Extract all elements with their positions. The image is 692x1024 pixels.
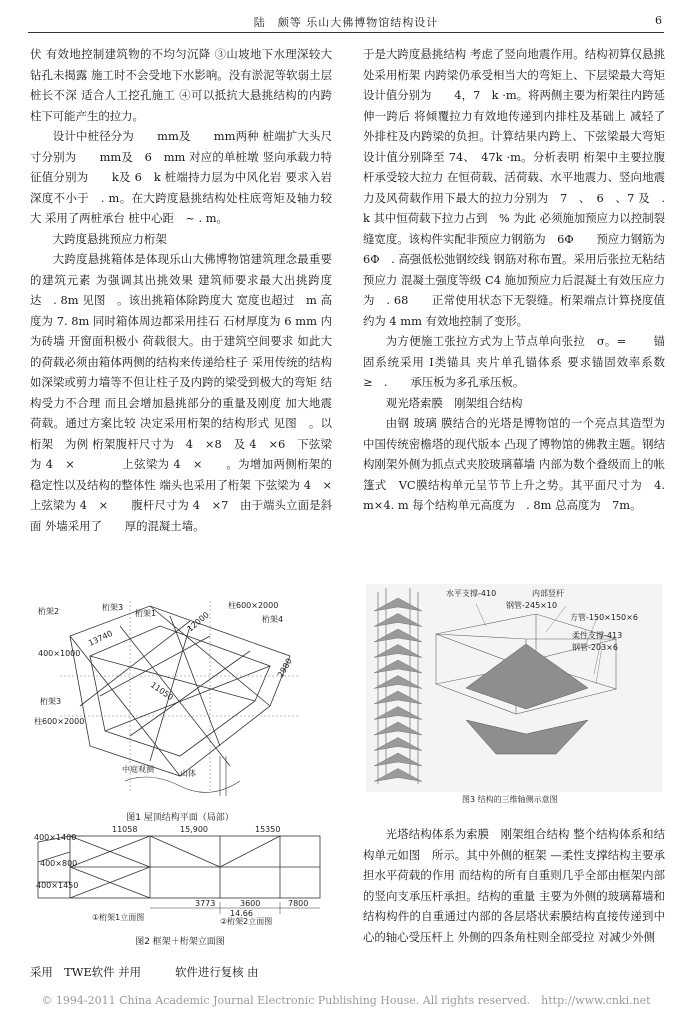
label: 桁架4 <box>262 615 284 624</box>
figure-3d-axonometric <box>366 584 662 806</box>
label: 400×800 <box>40 859 78 868</box>
label: 11050 <box>148 680 175 703</box>
label: 桁架3 <box>40 697 62 706</box>
running-title: 陆 颇等 乐山大佛博物馆结构设计 <box>253 16 439 29</box>
label: 中庭观测 <box>122 765 154 774</box>
paragraph: 为方便施工张拉方式为上节点单向张拉 σ。= 锚固系统采用 I类锚具 夹片单孔锚体系 要求锚固效率系数 ≥ . 承压板为多孔承压板。 <box>363 334 665 389</box>
page-header <box>28 10 664 33</box>
label: 11058 <box>112 825 138 834</box>
paragraph: 伏 有效地控制建筑物的不均匀沉降 ③山坡地下水理深较大 钻孔未揭露 施工时不会受地下水影响。没有淤泥等软弱土层 桩长不深 适合人工挖孔施工 ④可以抵抗大悬挑结构的内跨柱下可能产生的拉力。 <box>30 47 332 123</box>
label: ②桁架2立面图 <box>220 917 273 926</box>
label: 400×1400 <box>34 833 77 842</box>
label: 桁架1 <box>135 609 157 618</box>
paragraph: 设计中桩径分为 mm及 mm两种 桩端扩大头尺寸分别为 mm及 6 mm 对应的单桩墩 竖向承载力特征值分别为 k及 6 k 桩端持力层为中风化岩 要求入岩深度不小于 . m。在大跨度悬挑结构处柱底弯矩及轴力较大 采用了两桩承台 桩中心距 ~ . m。 <box>30 129 332 225</box>
label: 桁架3 <box>102 603 124 612</box>
figure-caption: 图2 框架＋桁架立面图 <box>135 937 225 947</box>
label: 14.66 <box>230 909 253 918</box>
label: 水平支撑-410 <box>446 589 497 598</box>
label: 山体 <box>180 769 196 778</box>
label: 桁架2 <box>38 607 60 616</box>
label: 方管-150×150×6 <box>570 613 638 622</box>
label: ①桁架1立面图 <box>92 913 145 922</box>
label: 400×1450 <box>36 881 79 890</box>
label: 内部竖杆 <box>532 589 564 598</box>
page-number: 6 <box>655 14 662 27</box>
label: 钢管-245×10 <box>506 601 558 610</box>
label: 柱600×2000 <box>228 601 279 610</box>
paragraph: 由钢 玻璃 膜结合的光塔是博物馆的一个亮点其造型为中国传统密檐塔的现代版本 凸现了博物馆的佛教主题。钢结构刚架外侧为抓点式夹胶玻璃幕墙 内部为数个叠级而上的帐篷式 VC膜结构单元呈节节上升之势。其平面尺寸为 4. m×4. m 每个结构单元高度为 . 8m 总高度为 7m。 <box>363 416 665 512</box>
figure-roof-plan <box>30 596 330 823</box>
section-heading: 大跨度悬挑预应力桁架 <box>52 231 167 246</box>
label: 400×1000 <box>38 649 81 658</box>
label: 柱600×2000 <box>34 717 85 726</box>
label: 钢管-203×6 <box>572 643 618 652</box>
paragraph: 大跨度悬挑箱体是体现乐山大佛博物馆建筑理念最重要的建筑元素 为强调其出挑效果 建筑师要求最大出挑跨度达 . 8m 见图 。该出挑箱体除跨度大 宽度也超过 m 高度为 7. 8m 同时箱体周边都采用挂石 石材厚度为 6 mm 内为砖墙 开窗面积极小 荷载很大。由于建筑空间要求 如此大的荷载必须由箱体两侧的结构来传递给柱子 采用传统的结构如深梁或剪力墙等不但让柱子及内跨的梁受到极大的弯矩 结构受力不合理 而且会增加悬挑部分的重量及刚度 加大地震荷载。通过方案比较 决定采用桁架的结构形式 见图 。以桁架 为例 桁架腹杆尺寸为 4 ×8 及 4 ×6 下弦梁为 4 × 上弦梁为 4 × 。为增加两侧桁架的稳定性以及结构的整体性 端头也采用了桁架 下弦梁为 4 × 上弦梁为 4 × 腹杆尺寸为 4 ×7 由于端头立面是斜面 外墙采用了 厚的混凝土墙。 <box>30 252 355 533</box>
label: 15350 <box>255 825 281 834</box>
paragraph: 光塔结构体系为索膜 刚架组合结构 整个结构体系和结构单元如图 所示。其中外侧的框架 —柔性支撑结构主要承担水平荷载的作用 而结构的所有自重则几乎全部由框架内部的竖向支承压杆承担。结构的重量 主要为外侧的玻璃幕墙和结构构件的自重通过内部的各层塔状索膜结构直接传递到中心的轴心受压杆上 外侧的四条角柱则全部受拉 对减少外侧 <box>363 827 665 944</box>
plan-inner <box>90 626 270 756</box>
label: 柔性支撑-413 <box>572 631 623 640</box>
axonometric-drawing <box>366 584 662 806</box>
left-bottom-line: 采用 TWE软件 并用 软件进行复核 由 <box>30 965 259 979</box>
right-column <box>363 44 677 516</box>
label: 12000 <box>185 610 211 634</box>
label: 3600 <box>240 899 261 908</box>
mountain-line <box>125 777 240 792</box>
right-column-lower <box>363 824 665 947</box>
label: 15,900 <box>180 825 208 834</box>
paragraph: 于是大跨度悬挑结构 考虑了竖向地震作用。结构初算仅悬挑处采用桁架 内跨梁仍承受相当大的弯矩上、下层梁最大弯矩设计值分别为 4，7 k ·m。将两侧主要为桁架往内跨延伸一跨后 将倾覆拉力有效地传递到内排柱及基础上 减轻了外排柱及内跨梁的负担。计算结果内跨上、下弦梁最大弯矩设计值分别降至 74、 47k ·m。分析表明 桁架中主要拉腹杆承受较大拉力 在恒荷载、活荷载、水平地震力、竖向地震力及风荷载作用下最大的拉力分别为 7 、 6 、7 及 . k 其中恒荷载下拉力占到 % 为此 必须施加预应力以控制裂缝宽度。该构件实配非预应力钢筋为 6Φ 预应力钢筋为 6Φ . 高强低松弛钢绞线 钢筋对称布置。采用后张拉无粘结预应力 混凝土强度等级 C4 施加预应力后混凝土有效压应力为 . 68 正常使用状态下无裂缝。桁架端点计算挠度值约为 4 mm 有效地控制了变形。 <box>363 47 677 328</box>
figure-frame-elevation <box>30 822 330 947</box>
label: 3773 <box>195 899 216 908</box>
left-column <box>30 44 355 536</box>
copyright-footer: © 1994-2011 China Academic Journal Electronic Publishing House. All rights reserved. http://www.cnki.net <box>41 994 651 1007</box>
label: 7800 <box>288 899 309 908</box>
figure-caption: 图3 结构的三维轴侧示意图 <box>462 795 558 804</box>
label: 2980 <box>275 656 294 679</box>
section-heading: 观光塔索膜 刚架组合结构 <box>385 395 523 410</box>
roof-plan-drawing <box>30 596 330 806</box>
frame-elevation-drawing <box>30 822 330 930</box>
label: 13740 <box>87 628 114 648</box>
figure-caption: 图1 屋顶结构平面（局部） <box>126 813 234 823</box>
